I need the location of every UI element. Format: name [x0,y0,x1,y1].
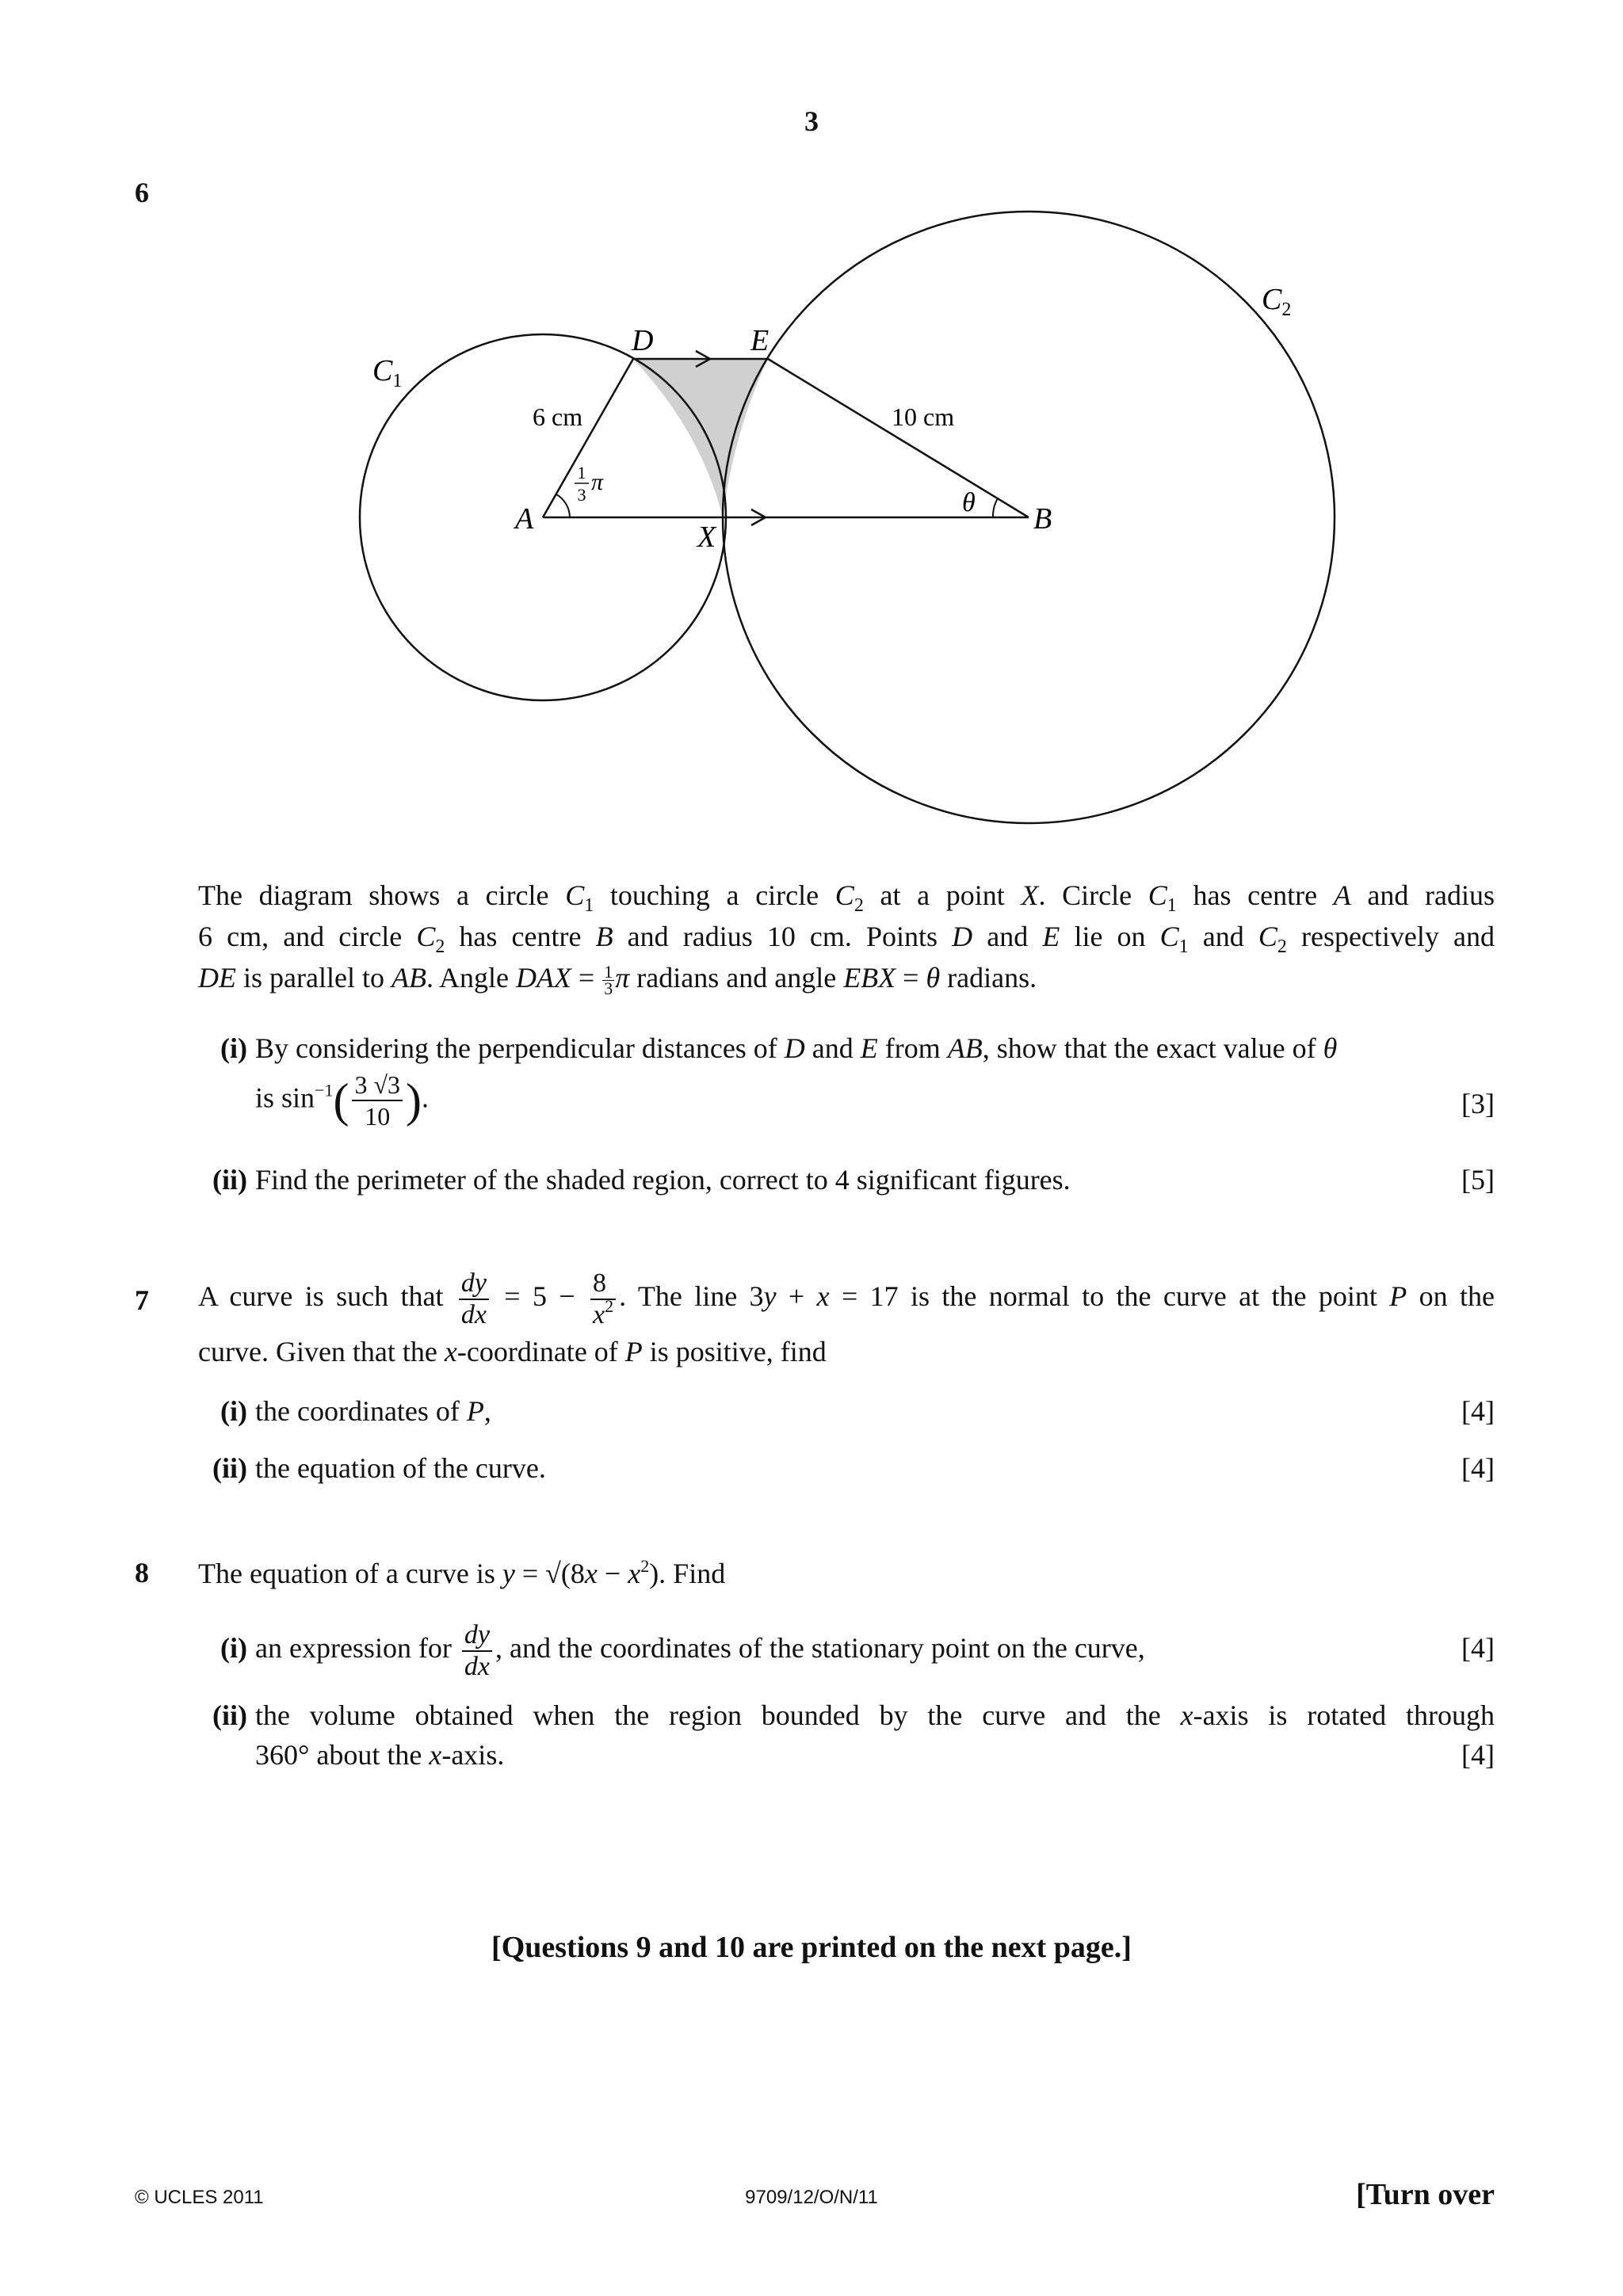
footer-code: 9709/12/O/N/11 [745,2187,878,2208]
label-angle-a [575,463,604,505]
label-c1: $C_1$ [372,354,403,391]
marks-q6-ii: [5] [1461,1164,1495,1196]
svg-text:π: π [591,469,604,495]
label-e: E [750,324,769,357]
label-theta: θ [962,488,976,517]
marks-q7-i: [4] [1461,1395,1495,1427]
part-label: (i) [220,1395,247,1427]
question-6-number: 6 [135,177,149,208]
line-eb [768,359,1029,517]
part-label: (ii) [212,1164,247,1196]
label-6cm: 6 cm [533,402,583,431]
label-a: A [515,502,534,536]
q7-line-2: curve. Given that the x-coordinate of P is positive, find [198,1336,827,1367]
q6-line-3: DE is parallel to AB. Angle DAX = $\frac{1}{3}$ π radians and angle EBX = θ radians. [198,962,1037,999]
marks-q8-ii: [4] [1461,1739,1495,1771]
question-7-stem [198,1261,1495,1372]
label-x: X [697,521,716,554]
question-6-diagram [0,0,1623,840]
line-ad [543,359,633,517]
question-8-number: 8 [135,1557,149,1589]
marks-q8-i: [4] [1461,1632,1495,1664]
question-7-part-i: (i) the coordinates of P, [4] [198,1391,1495,1431]
q7-line-1: A curve is such that $\frac{dy}{dx}$ = 5 − $\frac{8}{x^2}$ . The line 3y + x = 17 is the normal to the curve at the point P on the [198,1268,1495,1329]
angle-arc-b [993,498,998,517]
svg-text:3: 3 [577,485,586,505]
label-c2: $C_2$ [1262,283,1292,320]
question-7-part-ii: (ii) the equation of the curve. [4] [198,1448,1495,1488]
q6-line-1: The diagram shows a circle $C_1$ touching a circle $C_2$ at a point X. Circle $C_1$ has centre A and radius [198,879,1495,916]
question-8-part-i: (i) an expression for $\frac{dy}{dx}$ , and the coordinates of the stationary point on the curve, [4] [198,1611,1495,1684]
question-6-part-ii: (ii) Find the perimeter of the shaded region, correct to 4 significant figures. [5] [198,1160,1495,1199]
footer-copyright: © UCLES 2011 [135,2187,264,2208]
svg-text:1: 1 [577,463,586,482]
turn-over: [Turn over [1356,2178,1495,2211]
next-page-notice: [Questions 9 and 10 are printed on the next page.] [491,1931,1132,1964]
q6-line-2: 6 cm, and circle $C_2$ has centre B and radius 10 cm. Points D and E lie on $C_1$ and $C_2$ respectively and [198,921,1495,957]
marks-q6-i: [3] [1461,1088,1495,1119]
label-b: B [1033,502,1052,536]
part-label: (i) [220,1032,247,1064]
part-label: (ii) [212,1699,247,1731]
question-7-number: 7 [135,1284,149,1316]
shaded-region [633,359,768,517]
question-8-stem: The equation of a curve is $y = √(8x - x^2)$. Find [198,1556,726,1589]
label-10cm: 10 cm [892,402,955,431]
part-label: (ii) [212,1452,247,1484]
question-6-paragraph [198,875,1495,998]
marks-q7-ii: [4] [1461,1452,1495,1484]
question-8-part-ii: (ii) the volume obtained when the region bounded by the curve and the x-axis is rotated through 360° about the x-axis. [4] [198,1695,1495,1775]
page-number: 3 [804,105,819,137]
question-6-part-i: (i) By considering the perpendicular distances of D and E from AB, show that the exact value of θ is $\sin^{-1}$( $\frac{3 √3}{10}$ ). [3] [198,1028,1495,1138]
label-d: D [632,324,654,357]
angle-arc-a [556,494,570,517]
part-label: (i) [220,1632,247,1664]
